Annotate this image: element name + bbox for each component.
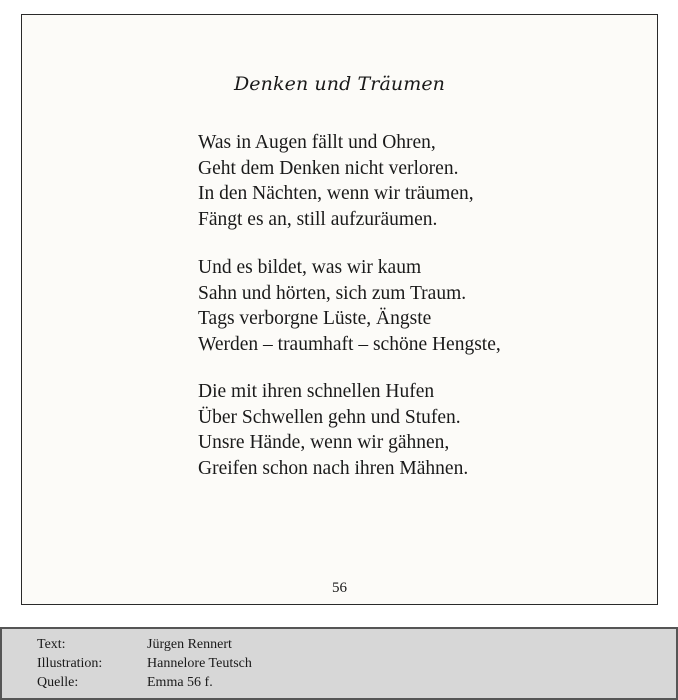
poem-title: Denken und Träumen [233, 73, 446, 95]
credit-value: Emma 56 f. [147, 675, 213, 690]
credit-value: Jürgen Rennert [147, 637, 232, 652]
poem-line: Und es bildet, was wir kaum [198, 257, 422, 278]
credits-panel [0, 627, 678, 700]
credit-label: Text: [37, 637, 66, 652]
poem-line: Unsre Hände, wenn wir gähnen, [198, 432, 450, 454]
poem-line: Greifen schon nach ihren Mähnen. [198, 457, 469, 479]
poem-line: Geht dem Denken nicht verloren. [198, 157, 459, 179]
credit-label: Illustration: [37, 656, 103, 671]
credit-label: Quelle: [37, 675, 79, 690]
poem-line: Was in Augen fällt und Ohren, [198, 132, 436, 153]
credit-value: Hannelore Teutsch [147, 656, 252, 671]
stanza-1 [198, 130, 474, 232]
poem-line: Werden – traumhaft – schöne Hengste, [198, 333, 501, 355]
poem-line: Tags verborgne Lüste, Ängste [198, 308, 432, 330]
stanza-3 [198, 379, 468, 481]
poem-line: Sahn und hörten, sich zum Traum. [198, 282, 467, 304]
poem-line: Fängt es an, still aufzuräumen. [198, 208, 438, 230]
stanza-2 [198, 255, 501, 357]
poem-line: Die mit ihren schnellen Hufen [198, 381, 435, 402]
credit-row-source [2, 673, 676, 692]
credit-row-illustration [2, 654, 676, 673]
page-number: 56 [332, 580, 347, 596]
book-page [21, 14, 658, 605]
poem-line: In den Nächten, wenn wir träumen, [198, 183, 474, 205]
poem-line: Über Schwellen gehn und Stufen. [198, 406, 461, 428]
credit-row-text [2, 635, 676, 654]
